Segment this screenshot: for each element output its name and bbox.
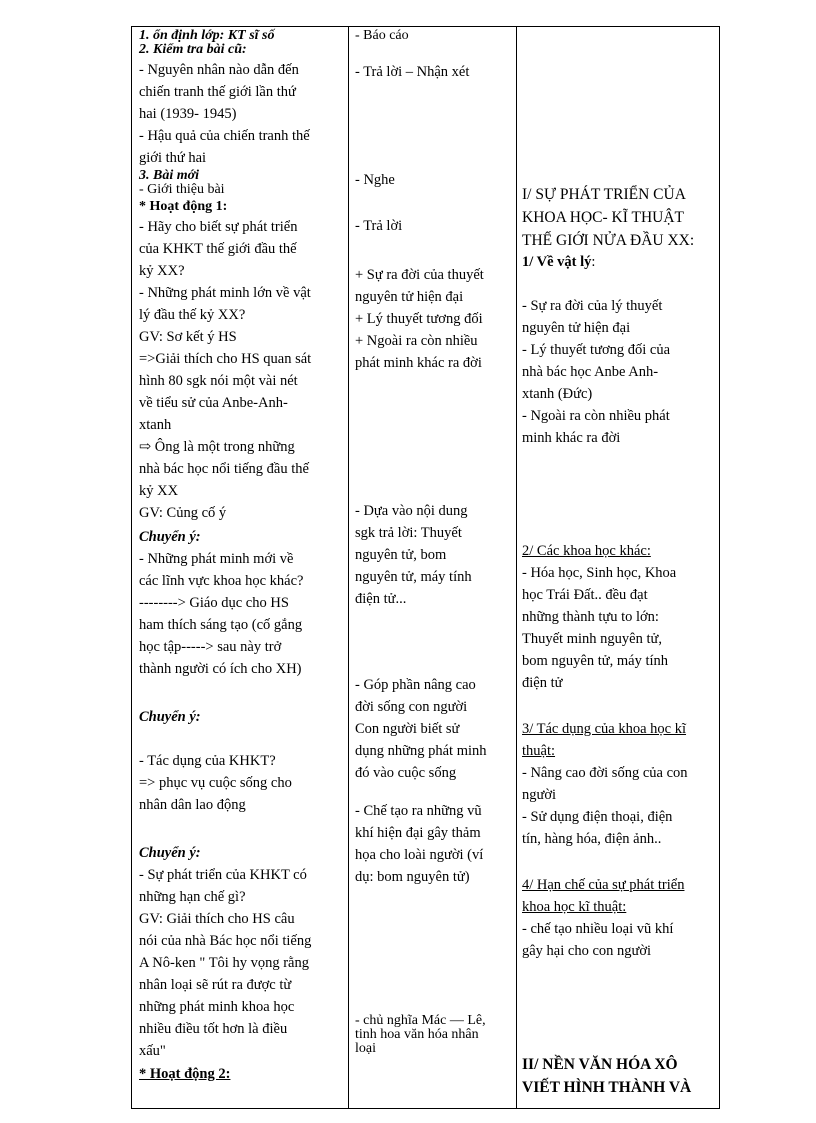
question-other-fields-2: các lĩnh vực khoa học khác? <box>139 573 304 589</box>
teacher-quote-1: GV: Giải thích cho HS câu <box>139 911 295 927</box>
other-sciences-item-6: điện tử <box>522 675 563 691</box>
answer-others-2: phát minh khác ra đời <box>355 355 482 371</box>
question-development-2: của KHKT thế giới đầu thế <box>139 241 297 257</box>
limits-item-2: gây hại cho con người <box>522 943 652 959</box>
subsection-limits-2: khoa học kĩ thuật: <box>522 899 627 915</box>
answer-relativity: + Lý thuyết tương đối <box>355 311 483 327</box>
answer-improve-2: đời sống con người <box>355 699 468 715</box>
question-causes-2: chiến tranh thế giới lần thứ <box>139 84 296 100</box>
column-divider-2 <box>516 27 517 1108</box>
answer-weapons-3: họa cho loài người (ví <box>355 847 484 863</box>
answer-weapons-4: dụ: bom nguyên tử) <box>355 869 470 885</box>
note-line-2: nhà bác học nổi tiếng đầu thế <box>139 461 309 477</box>
question-causes-3: hai (1939- 1945) <box>139 106 237 122</box>
physics-item-1: - Sự ra đời của lý thuyết <box>522 298 663 314</box>
subsection-limits-1: 4/ Hạn chế của sự phát triển <box>522 877 685 893</box>
effects-item-4: tín, hàng hóa, điện ảnh.. <box>522 831 662 847</box>
transition-3: Chuyển ý: <box>139 845 201 861</box>
question-physics-2: lý đầu thế kỷ XX? <box>139 307 246 323</box>
physics-item-2: nguyên tử hiện đại <box>522 320 631 336</box>
question-effects: - Tác dụng của KHKT? <box>139 753 276 769</box>
intro-lesson: - Giới thiệu bài <box>139 182 225 197</box>
heading-review: 2. Kiểm tra bài cũ: <box>139 42 247 57</box>
physics-item-5: xtanh (Đức) <box>522 386 593 402</box>
section-2-title-2: VIẾT HÌNH THÀNH VÀ <box>522 1079 692 1096</box>
other-sciences-item-4: Thuyết minh nguyên tử, <box>522 631 662 647</box>
serve-line-2: nhân dân lao động <box>139 797 246 813</box>
answer-sgk-3: nguyên tử, bom <box>355 547 447 563</box>
teacher-quote-6: nhiều điều tốt hơn là điều <box>139 1021 288 1037</box>
heading-class-check: 1. ổn định lớp: KT sĩ số <box>139 28 275 43</box>
answer-atom-1: + Sự ra đời của thuyết <box>355 267 484 283</box>
teacher-quote-7: xấu" <box>139 1043 166 1059</box>
effects-item-1: - Nâng cao đời sống của con <box>522 765 688 781</box>
subsection-physics-label: 1/ Về vật lý <box>522 254 592 270</box>
answer-weapons-1: - Chế tạo ra những vũ <box>355 803 482 819</box>
physics-item-6: - Ngoài ra còn nhiều phát <box>522 408 670 424</box>
explain-line-2: hình 80 sgk nói một vài nét <box>139 373 298 389</box>
transition-1: Chuyển ý: <box>139 529 201 545</box>
education-line-2: ham thích sáng tạo (cố gắng <box>139 617 303 633</box>
question-limits-1: - Sự phát triển của KHKT có <box>139 867 307 883</box>
education-line-4: thành người có ích cho XH) <box>139 661 302 677</box>
subsection-effects-1: 3/ Tác dụng của khoa học kĩ <box>522 721 687 737</box>
question-causes-1: - Nguyên nhân nào dẫn đến <box>139 62 299 78</box>
effects-item-3: - Sử dụng điện thoại, điện <box>522 809 673 825</box>
explain-line-4: xtanh <box>139 417 172 433</box>
teacher-quote-3: A Nô-ken " Tôi hy vọng rằng <box>139 955 309 971</box>
effects-item-2: người <box>522 787 557 803</box>
teacher-quote-4: nhân loại sẽ rút ra được từ <box>139 977 292 993</box>
answer-sgk-2: sgk trả lời: Thuyết <box>355 525 462 541</box>
answer-improve-5: đó vào cuộc sống <box>355 765 457 781</box>
answer-marxism-1: - chủ nghĩa Mác — Lê, <box>355 1013 486 1028</box>
question-development-3: kỷ XX? <box>139 263 185 279</box>
answer-marxism-2: tinh hoa văn hóa nhân <box>355 1027 479 1042</box>
section-1-title-3: THẾ GIỚI NỬA ĐẦU XX: <box>522 232 695 249</box>
subsection-physics <box>522 253 595 271</box>
answer-sgk-5: điện tử... <box>355 591 407 607</box>
student-answer-comment: - Trả lời – Nhận xét <box>355 64 470 80</box>
teacher-quote-5: những phát minh khoa học <box>139 999 295 1015</box>
education-line-3: học tập-----> sau này trở <box>139 639 282 655</box>
teacher-consolidate: GV: Củng cố ý <box>139 505 227 521</box>
student-listen: - Nghe <box>355 172 395 188</box>
question-other-fields-1: - Những phát minh mới về <box>139 551 294 567</box>
subsection-other-sciences: 2/ Các khoa học khác: <box>522 543 651 559</box>
physics-item-3: - Lý thuyết tương đối của <box>522 342 671 358</box>
section-2-title-1: II/ NỀN VĂN HÓA XÔ <box>522 1056 678 1073</box>
student-report: - Báo cáo <box>355 28 409 43</box>
answer-sgk-4: nguyên tử, máy tính <box>355 569 472 585</box>
answer-others-1: + Ngoài ra còn nhiều <box>355 333 478 349</box>
other-sciences-item-1: - Hóa học, Sinh học, Khoa <box>522 565 677 581</box>
other-sciences-item-3: những thành tựu to lớn: <box>522 609 659 625</box>
answer-sgk-1: - Dựa vào nội dung <box>355 503 468 519</box>
student-answer: - Trả lời <box>355 218 403 234</box>
answer-improve-4: dụng những phát minh <box>355 743 487 759</box>
limits-item-1: - chế tạo nhiều loại vũ khí <box>522 921 674 937</box>
other-sciences-item-2: học Trái Đất.. đều đạt <box>522 587 648 603</box>
activity-1-heading: * Hoạt động 1: <box>139 199 228 214</box>
question-consequences-1: - Hậu quả của chiến tranh thế <box>139 128 310 144</box>
teacher-summary: GV: Sơ kết ý HS <box>139 329 237 345</box>
heading-new-lesson: 3. Bài mới <box>139 168 200 183</box>
question-physics-1: - Những phát minh lớn về vật <box>139 285 311 301</box>
other-sciences-item-5: bom nguyên tử, máy tính <box>522 653 668 669</box>
answer-atom-2: nguyên tử hiện đại <box>355 289 464 305</box>
teacher-quote-2: nói của nhà Bác học nổi tiếng <box>139 933 312 949</box>
note-line-1: ⇨ Ông là một trong những <box>139 439 295 455</box>
question-limits-2: những hạn chế gì? <box>139 889 246 905</box>
transition-2: Chuyển ý: <box>139 709 201 725</box>
explain-line-1: =>Giải thích cho HS quan sát <box>139 351 312 367</box>
section-1-title-2: KHOA HỌC- KĨ THUẬT <box>522 209 685 226</box>
answer-weapons-2: khí hiện đại gây thảm <box>355 825 481 841</box>
question-development-1: - Hãy cho biết sự phát triển <box>139 219 298 235</box>
column-divider-1 <box>348 27 349 1108</box>
answer-improve-3: Con người biết sử <box>355 721 460 737</box>
physics-item-4: nhà bác học Anbe Anh- <box>522 364 659 380</box>
education-line-1: --------> Giáo dục cho HS <box>139 595 289 611</box>
answer-marxism-3: loại <box>355 1041 376 1056</box>
note-line-3: kỷ XX <box>139 483 179 499</box>
physics-item-7: minh khác ra đời <box>522 430 621 446</box>
answer-improve-1: - Góp phần nâng cao <box>355 677 476 693</box>
activity-2-heading: * Hoạt động 2: <box>139 1066 231 1082</box>
subsection-physics-colon: : <box>591 254 596 270</box>
question-consequences-2: giới thứ hai <box>139 150 207 166</box>
serve-line-1: => phục vụ cuộc sống cho <box>139 775 292 791</box>
explain-line-3: về tiểu sử của Anbe-Anh- <box>139 395 288 411</box>
section-1-title-1: I/ SỰ PHÁT TRIỂN CỦA <box>522 186 686 203</box>
subsection-effects-2: thuật: <box>522 743 556 759</box>
